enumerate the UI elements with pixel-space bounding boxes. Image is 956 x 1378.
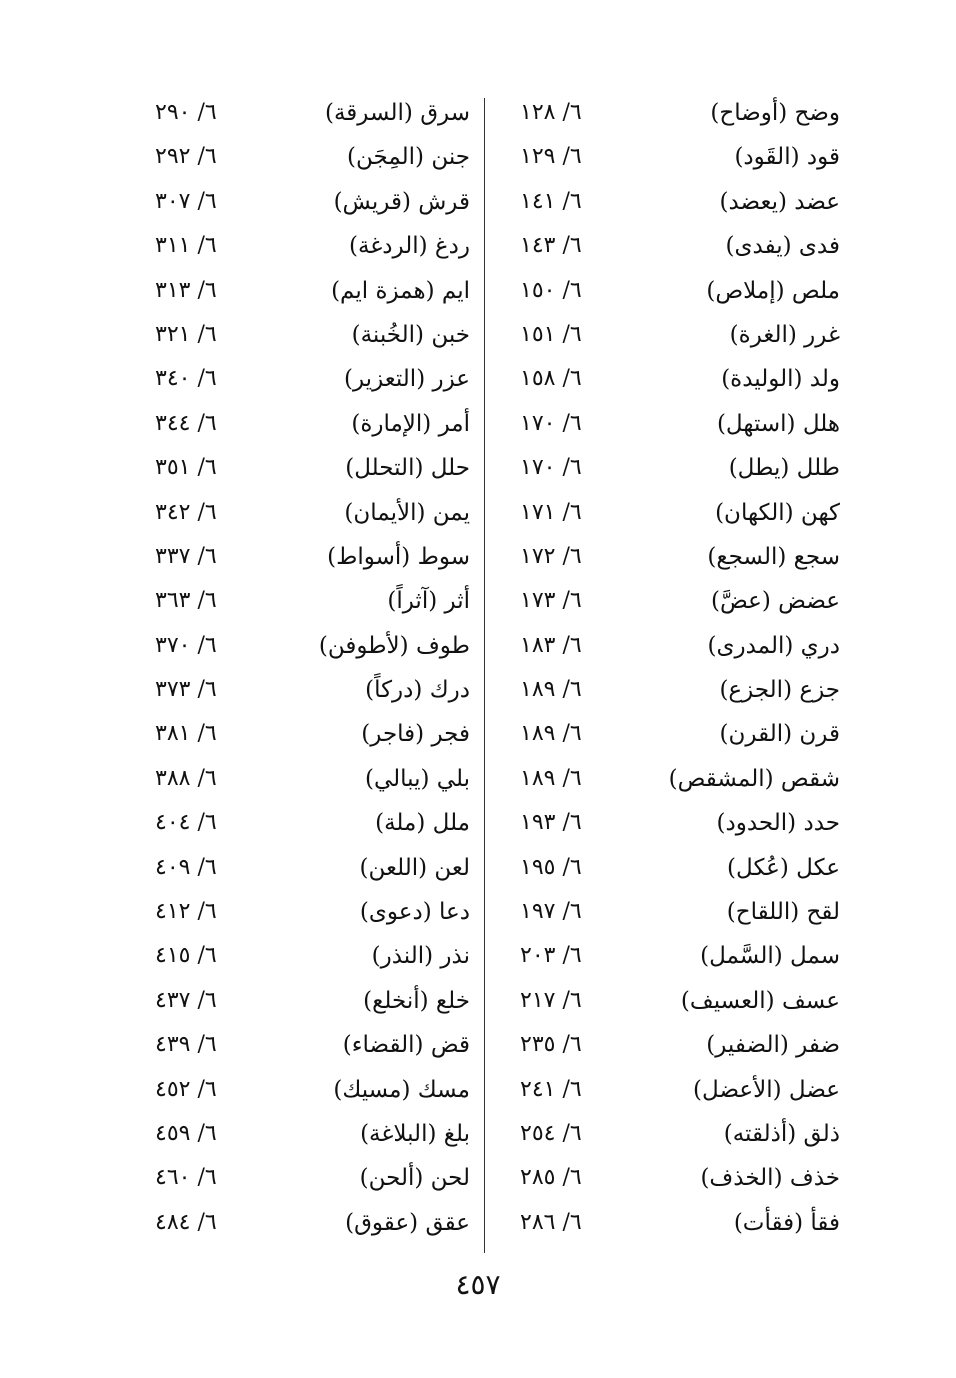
index-entry: [490, 717, 850, 761]
entry-term: قود (القَود): [734, 144, 840, 171]
entry-term: وضح (أوضاح): [710, 100, 840, 126]
index-entry: [140, 1073, 480, 1117]
entry-reference: ٦/ ٤١٥: [155, 943, 217, 969]
entry-reference: ٦/ ١٨٩: [520, 677, 582, 703]
entry-term: جنن (المِجَن): [347, 144, 470, 171]
index-entry: [140, 1028, 480, 1072]
entry-reference: ٦/ ٤١٢: [155, 899, 217, 925]
index-entry: [140, 717, 480, 761]
entry-term: عضد (يعضد): [719, 188, 840, 215]
entry-term: أمر (الإمارة): [351, 410, 470, 437]
index-entry: [140, 274, 480, 318]
entry-reference: ٦/ ٣٧٠: [155, 632, 217, 658]
entry-term: مسك (مسيك): [333, 1076, 470, 1103]
entry-term: طوف (لأطوفن): [318, 632, 470, 659]
index-entry: [490, 1073, 850, 1117]
entry-term: ولد (الوليدة): [721, 366, 840, 393]
entry-reference: ٦/ ٣٢١: [155, 321, 217, 347]
entry-reference: ٦/ ١٩٣: [520, 810, 582, 836]
entry-reference: ٦/ ٣٣٧: [155, 543, 217, 569]
entry-term: ردغ (الردغة): [348, 233, 470, 260]
entry-reference: ٦/ ١٤١: [520, 188, 582, 214]
index-entry: [140, 451, 480, 495]
entry-term: عزر (التعزير): [344, 366, 470, 393]
index-entry: [490, 939, 850, 983]
entry-reference: ٦/ ٤٦٠: [155, 1165, 217, 1191]
index-entry: [490, 407, 850, 451]
entry-term: عسف (العسيف): [680, 987, 840, 1014]
entry-reference: ٦/ ١٢٩: [520, 144, 582, 170]
index-entry: [140, 185, 480, 229]
entry-reference: ٦/ ١٢٨: [520, 100, 582, 125]
entry-term: جزع (الجزع): [719, 677, 840, 704]
entry-reference: ٦/ ٣١١: [155, 233, 217, 259]
entry-reference: ٦/ ٤٣٩: [155, 1032, 217, 1058]
index-entry: [140, 96, 480, 140]
index-entry: [140, 895, 480, 939]
entry-reference: ٦/ ٣٦٣: [155, 588, 217, 614]
entry-term: عضض (عضَّ): [710, 588, 840, 615]
entry-reference: ٦/ ٢٣٥: [520, 1032, 582, 1058]
index-entry: [140, 851, 480, 895]
entry-reference: ٦/ ١٨٩: [520, 765, 582, 791]
index-entry: [490, 1161, 850, 1205]
entry-reference: ٦/ ٢٩٢: [155, 144, 217, 170]
entry-reference: ٦/ ١٧١: [520, 499, 582, 525]
entry-reference: ٦/ ٣١٣: [155, 277, 217, 303]
index-entry: [490, 540, 850, 584]
index-entry: [490, 851, 850, 895]
entry-term: دري (المدرى): [707, 632, 840, 659]
entry-term: بلي (يبالي): [365, 765, 470, 792]
index-entry: [140, 629, 480, 673]
entry-term: حدد (الحدود): [716, 810, 840, 837]
index-entry: [490, 673, 850, 717]
index-entry: [140, 362, 480, 406]
index-entry: [140, 939, 480, 983]
index-entry: [490, 318, 850, 362]
entry-term: عضل (الأعضل): [693, 1076, 840, 1103]
index-entry: [140, 540, 480, 584]
entry-term: سمل (السَّمل): [700, 943, 840, 970]
index-entry: [140, 1161, 480, 1205]
index-entry: [490, 96, 850, 140]
entry-reference: ٦/ ٣٥١: [155, 455, 217, 481]
entry-reference: ٦/ ٤٠٤: [155, 810, 217, 836]
entry-term: قرن (القرن): [719, 721, 840, 748]
entry-reference: ٦/ ٤٥٩: [155, 1120, 217, 1146]
entry-reference: ٦/ ١٧٣: [520, 588, 582, 614]
index-entry: [140, 407, 480, 451]
entry-term: سجع (السجع): [707, 543, 840, 570]
entry-term: ملل (ملة): [375, 810, 470, 837]
entry-term: كهن (الكهان): [715, 499, 840, 526]
entry-term: حلل (التحلل): [345, 455, 470, 482]
entry-term: عكل (عُكل): [727, 854, 840, 881]
entry-reference: ٦/ ٢٤١: [520, 1076, 582, 1102]
entry-term: سوط (أسواط): [327, 543, 470, 570]
entry-reference: ٦/ ٢٩٠: [155, 100, 217, 125]
entry-reference: ٦/ ٤٣٧: [155, 987, 217, 1013]
entry-term: خبن (الخُبنة): [351, 321, 470, 348]
entry-term: ذلق (أذلقته): [723, 1120, 840, 1147]
entry-reference: ٦/ ٣٧٣: [155, 677, 217, 703]
index-column-right: [490, 96, 850, 1250]
entry-term: قض (القضاء): [342, 1032, 470, 1059]
entry-term: بلغ (البلاغة): [360, 1120, 470, 1147]
index-entry: [490, 362, 850, 406]
entry-term: هلل (استهل): [716, 410, 840, 437]
index-entry: [490, 185, 850, 229]
index-entry: [140, 140, 480, 184]
index-entry: [140, 318, 480, 362]
entry-reference: ٦/ ١٩٧: [520, 899, 582, 925]
entry-term: غرر (الغرة): [729, 321, 840, 348]
entry-reference: ٦/ ٢١٧: [520, 987, 582, 1013]
page-number: ٤٥٧: [455, 1268, 501, 1301]
entry-term: ايم (همزة ايم): [331, 277, 470, 304]
entry-reference: ٦/ ١٨٣: [520, 632, 582, 658]
entry-reference: ٦/ ٢٥٤: [520, 1120, 582, 1146]
index-entry: [140, 762, 480, 806]
entry-reference: ٦/ ٤٠٩: [155, 854, 217, 880]
entry-term: ضفر (الضفير): [706, 1032, 840, 1059]
entry-reference: ٦/ ٢٨٦: [520, 1209, 582, 1235]
index-entry: [490, 274, 850, 318]
entry-term: عقق (عقوق): [345, 1209, 470, 1236]
entry-reference: ٦/ ١٥٠: [520, 277, 582, 303]
index-entry: [140, 1117, 480, 1161]
entry-term: فجر (فاجر): [361, 721, 470, 748]
index-entry: [490, 496, 850, 540]
index-entry: [140, 984, 480, 1028]
entry-reference: ٦/ ١٤٣: [520, 233, 582, 259]
index-entry: [490, 229, 850, 273]
entry-reference: ٦/ ١٥١: [520, 321, 582, 347]
entry-reference: ٦/ ٤٨٤: [155, 1209, 217, 1235]
entry-reference: ٦/ ٣٤٢: [155, 499, 217, 525]
index-entry: [140, 673, 480, 717]
index-entry: [490, 584, 850, 628]
entry-term: لقح (اللقاح): [726, 899, 840, 926]
entry-reference: ٦/ ٣٨٨: [155, 765, 217, 791]
entry-reference: ٦/ ١٧٠: [520, 455, 582, 481]
index-entry: [490, 1028, 850, 1072]
index-entry: [490, 1206, 850, 1250]
entry-term: درك (دركاً): [365, 677, 470, 704]
index-entry: [140, 229, 480, 273]
index-entry: [140, 806, 480, 850]
entry-term: خلع (أنخلع): [363, 987, 470, 1014]
entry-reference: ٦/ ٣٠٧: [155, 188, 217, 214]
index-entry: [490, 140, 850, 184]
entry-term: ملص (إملاص): [706, 277, 840, 304]
entry-term: أثر (آثراً): [387, 588, 470, 615]
entry-term: شقص (المشقص): [668, 765, 840, 792]
entry-reference: ٦/ ١٩٥: [520, 854, 582, 880]
entry-term: دعا (دعوى): [359, 899, 470, 926]
entry-term: قرش (قريش): [333, 188, 470, 215]
entry-term: خذف (الخذف): [700, 1165, 840, 1192]
entry-reference: ٦/ ٤٥٢: [155, 1076, 217, 1102]
entry-reference: ٦/ ١٥٨: [520, 366, 582, 392]
entry-reference: ٦/ ٣٨١: [155, 721, 217, 747]
entry-reference: ٦/ ١٧٠: [520, 410, 582, 436]
entry-reference: ٦/ ٣٤٤: [155, 410, 217, 436]
entry-term: نذر (النذر): [371, 943, 470, 970]
entry-reference: ٦/ ١٧٢: [520, 543, 582, 569]
entry-term: سرق (السرقة): [325, 100, 470, 126]
index-entry: [490, 1117, 850, 1161]
entry-term: فدى (يفدى): [725, 233, 840, 260]
index-entry: [140, 496, 480, 540]
column-divider: [484, 98, 485, 1253]
entry-term: لحن (ألحن): [359, 1165, 470, 1192]
index-entry: [490, 806, 850, 850]
entry-term: لعن (اللعن): [359, 854, 470, 881]
index-entry: [490, 451, 850, 495]
entry-reference: ٦/ ١٨٩: [520, 721, 582, 747]
entry-reference: ٦/ ٢٠٣: [520, 943, 582, 969]
entry-reference: ٦/ ٣٤٠: [155, 366, 217, 392]
index-entry: [490, 984, 850, 1028]
entry-term: طلل (يطل): [728, 455, 840, 482]
index-column-left: [140, 96, 480, 1250]
entry-reference: ٦/ ٢٨٥: [520, 1165, 582, 1191]
index-entry: [490, 895, 850, 939]
entry-term: فقأ (فقأت): [733, 1209, 840, 1236]
index-entry: [490, 629, 850, 673]
entry-term: يمن (الأيمان): [344, 499, 470, 526]
index-entry: [140, 1206, 480, 1250]
index-entry: [140, 584, 480, 628]
index-entry: [490, 762, 850, 806]
